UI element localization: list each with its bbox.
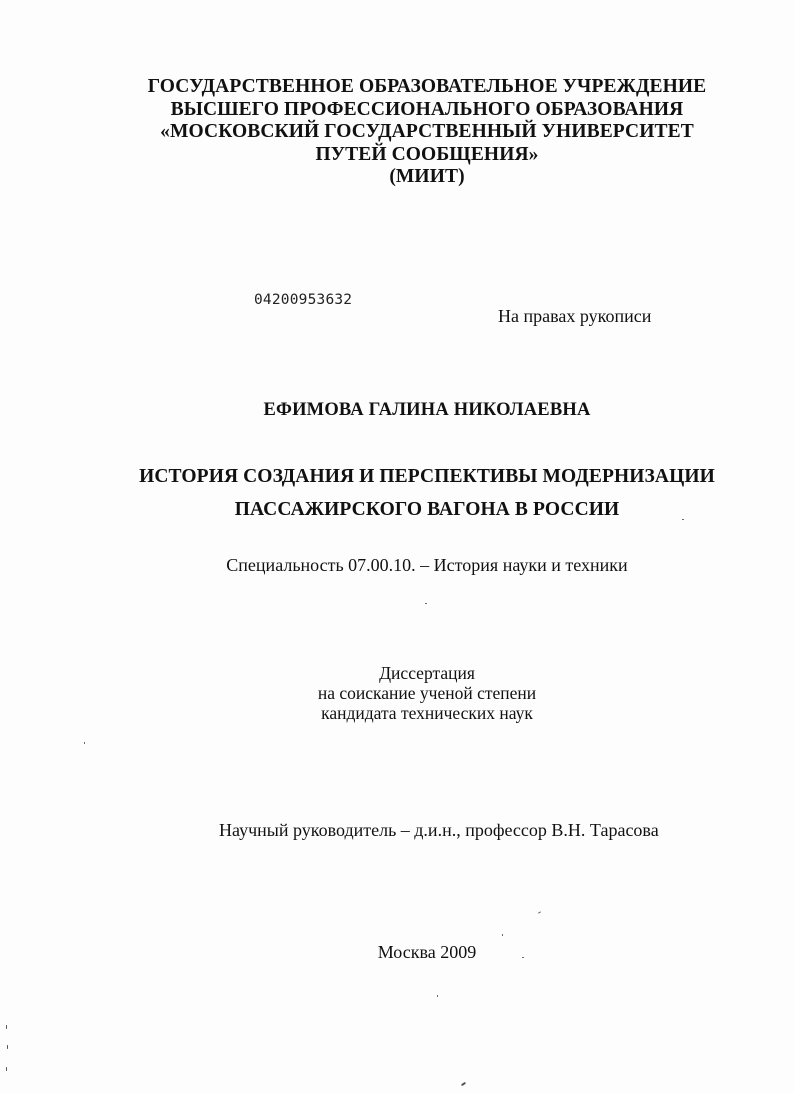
scan-speck — [6, 1067, 7, 1071]
library-stamp-number: 04200953632 — [254, 292, 353, 308]
scan-speck — [7, 1045, 8, 1049]
scan-speck — [522, 957, 524, 958]
city-year: Москва 2009 — [377, 942, 477, 962]
degree-line-3: кандидата технических наук — [321, 703, 533, 723]
institution-line-5: (МИИТ) — [389, 166, 465, 187]
scan-speck — [502, 934, 503, 936]
author-name: ЕФИМОВА ГАЛИНА НИКОЛАЕВНА — [263, 400, 591, 420]
title-line-1: ИСТОРИЯ СОЗДАНИЯ И ПЕРСПЕКТИВЫ МОДЕРНИЗАЦИИ — [139, 466, 715, 487]
scan-speck — [84, 742, 85, 744]
rights-note: На правах рукописи — [498, 306, 652, 326]
supervisor-line: Научный руководитель – д.и.н., профессор В.Н. Тарасова — [219, 820, 659, 840]
institution-line-4: ПУТЕЙ СООБЩЕНИЯ» — [315, 143, 539, 165]
degree-line-2: на соискание ученой степени — [317, 683, 537, 703]
institution-line-2: ВЫСШЕГО ПРОФЕССИОНАЛЬНОГО ОБРАЗОВАНИЯ — [170, 98, 684, 120]
scan-speck — [6, 1025, 7, 1029]
institution-line-3: «МОСКОВСКИЙ ГОСУДАРСТВЕННЫЙ УНИВЕРСИТЕТ — [160, 121, 694, 142]
scan-speck — [461, 1082, 466, 1087]
dissertation-title — [30, 460, 794, 526]
institution-line-1: ГОСУДАРСТВЕННОЕ ОБРАЗОВАТЕЛЬНОЕ УЧРЕЖДЕНИЕ — [147, 76, 707, 97]
specialty-line: Специальность 07.00.10. – История науки и техники — [226, 555, 628, 575]
scan-speck — [437, 995, 438, 997]
scan-speck — [682, 519, 684, 520]
degree-statement — [30, 663, 794, 723]
degree-line-1: Диссертация — [379, 663, 475, 683]
title-line-2: ПАССАЖИРСКОГО ВАГОНА В РОССИИ — [234, 499, 620, 520]
scan-speck — [425, 603, 427, 604]
institution-header — [30, 76, 794, 189]
scan-speck — [538, 911, 541, 913]
